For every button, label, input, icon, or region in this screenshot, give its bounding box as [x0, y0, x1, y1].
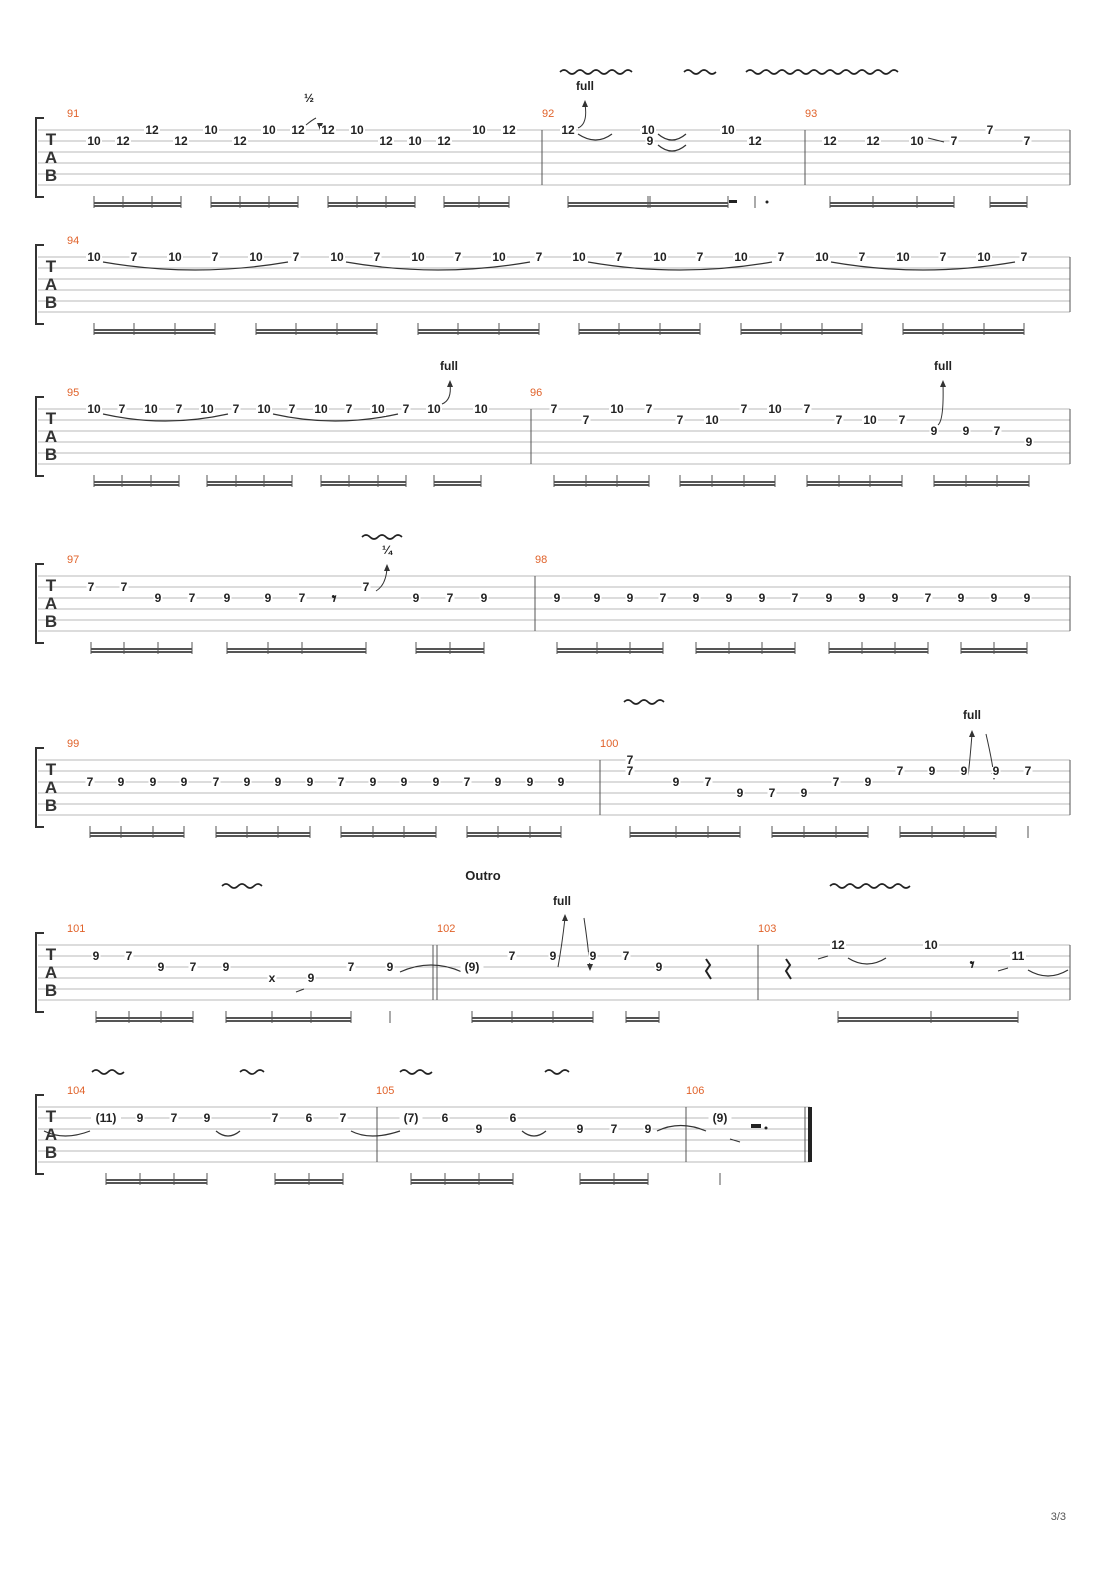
- tab-clef-a: A: [44, 275, 58, 294]
- fret-number: 10: [492, 250, 506, 264]
- tab-clef-a: A: [44, 427, 58, 446]
- fret-number: 7: [463, 775, 471, 789]
- fret-number: 9: [157, 960, 165, 974]
- measure-number: 92: [542, 108, 555, 120]
- fret-number: 9: [222, 960, 230, 974]
- rest-bar-icon: [729, 200, 737, 203]
- measure-number: 103: [758, 923, 777, 935]
- fret-number: 7: [610, 1122, 618, 1136]
- fret-number: 7: [337, 775, 345, 789]
- fret-number: 12: [116, 134, 130, 148]
- fret-number: 9: [203, 1111, 211, 1125]
- tab-clef-t: T: [45, 576, 57, 595]
- fret-number: 10: [924, 938, 938, 952]
- fret-number: 10: [896, 250, 910, 264]
- fret-number: 7: [832, 775, 840, 789]
- measure-number: 96: [530, 387, 543, 399]
- bend-label: full: [576, 79, 594, 93]
- fret-number: 10: [204, 123, 218, 137]
- bend-label: full: [934, 359, 952, 373]
- fret-number: 10: [87, 250, 101, 264]
- measure-number: 106: [686, 1085, 705, 1097]
- tab-clef-b: B: [44, 445, 58, 464]
- tab-clef-t: T: [45, 945, 57, 964]
- fret-number: 10: [168, 250, 182, 264]
- fret-number: 7: [615, 250, 623, 264]
- fret-number: 10: [572, 250, 586, 264]
- fret-number: 10: [815, 250, 829, 264]
- measure-number: 95: [67, 387, 80, 399]
- tab-clef-a: A: [44, 594, 58, 613]
- fret-number: 10: [411, 250, 425, 264]
- fret-number: 9: [930, 424, 938, 438]
- fret-number: 9: [655, 960, 663, 974]
- fret-number: 7: [508, 949, 516, 963]
- bend-label: ¼: [381, 543, 393, 557]
- fret-number: 12: [748, 134, 762, 148]
- fret-number: 9: [136, 1111, 144, 1125]
- fret-number: 9: [306, 775, 314, 789]
- fret-number: 7: [362, 580, 370, 594]
- fret-number: 10: [863, 413, 877, 427]
- fret-number: 6: [305, 1111, 313, 1125]
- fret-number: 7: [211, 250, 219, 264]
- fret-number: 7: [292, 250, 300, 264]
- barlines: [377, 130, 1070, 1162]
- fret-number: 6: [441, 1111, 449, 1125]
- tab-clef-b: B: [44, 293, 58, 312]
- fret-number: 7: [993, 424, 1001, 438]
- fret-number: 7: [347, 960, 355, 974]
- fret-number: 9: [962, 424, 970, 438]
- fret-number: 7: [550, 402, 558, 416]
- fret-number: 7: [189, 960, 197, 974]
- fret-number: 11: [1011, 949, 1025, 963]
- page-number: 3/3: [1050, 1511, 1066, 1523]
- section-outro-label: Outro: [465, 868, 501, 883]
- measure-number: 94: [67, 235, 80, 247]
- fret-number: 9: [928, 764, 936, 778]
- fret-number: 9: [672, 775, 680, 789]
- quarter-rest-icon: [786, 959, 791, 979]
- fret-number: 10: [734, 250, 748, 264]
- bend-label: ½: [303, 91, 315, 105]
- fret-number: 12: [379, 134, 393, 148]
- tab-clef-a: A: [44, 963, 58, 982]
- fret-number: 9: [864, 775, 872, 789]
- fret-number: 9: [549, 949, 557, 963]
- fret-number: 7: [118, 402, 126, 416]
- fret-number: 9: [1025, 435, 1033, 449]
- tab-clef-b: B: [44, 166, 58, 185]
- fret-number: 7: [835, 413, 843, 427]
- fret-number: 12: [502, 123, 516, 137]
- ties: [44, 134, 1068, 1136]
- fret-number: 10: [910, 134, 924, 148]
- eighth-rest-icon: 𝄾: [970, 957, 975, 974]
- fret-number: 9: [891, 591, 899, 605]
- tab-clef-b: B: [44, 796, 58, 815]
- fret-number: 12: [321, 123, 335, 137]
- fret-number: 9: [369, 775, 377, 789]
- fret-number: 6: [509, 1111, 517, 1125]
- fret-number: 9: [725, 591, 733, 605]
- tab-clef-a: A: [44, 1125, 58, 1144]
- bend-label: full: [440, 359, 458, 373]
- tab-clef-t: T: [45, 760, 57, 779]
- fret-number: 9: [1023, 591, 1031, 605]
- fret-number: x: [268, 971, 276, 985]
- fret-number: 9: [526, 775, 534, 789]
- fret-number: (11): [95, 1111, 117, 1125]
- fret-number: 7: [777, 250, 785, 264]
- fret-number: 7: [1023, 134, 1031, 148]
- measure-number: 91: [67, 108, 80, 120]
- measure-number: 98: [535, 554, 548, 566]
- fret-number: 9: [553, 591, 561, 605]
- fret-number: 9: [626, 591, 634, 605]
- fret-number: 9: [149, 775, 157, 789]
- tab-clef-a: A: [44, 148, 58, 167]
- fret-number: 9: [412, 591, 420, 605]
- measure-number: 105: [376, 1085, 395, 1097]
- fret-number: 7: [950, 134, 958, 148]
- fret-number: 10: [977, 250, 991, 264]
- tab-clef-t: T: [45, 1107, 57, 1126]
- bend-label: full: [963, 708, 981, 722]
- tab-clef-t: T: [45, 257, 57, 276]
- fret-number: 9: [644, 1122, 652, 1136]
- fret-number: 7: [345, 402, 353, 416]
- fret-number: 7: [740, 402, 748, 416]
- tab-notes: [67, 108, 1034, 1136]
- measure-number: 102: [437, 923, 456, 935]
- tab-clef-a: A: [44, 778, 58, 797]
- bend-arrowheads: [317, 100, 997, 971]
- fret-number: 7: [120, 580, 128, 594]
- measure-number: 93: [805, 108, 818, 120]
- fret-number: 7: [1020, 250, 1028, 264]
- fret-number: 10: [249, 250, 263, 264]
- measure-number: 99: [67, 738, 80, 750]
- fret-number: 9: [386, 960, 394, 974]
- fret-number: 7: [535, 250, 543, 264]
- fret-number: 9: [692, 591, 700, 605]
- fret-number: 7: [454, 250, 462, 264]
- fret-number: 12: [823, 134, 837, 148]
- fret-number: 7: [676, 413, 684, 427]
- tab-clef-b: B: [44, 981, 58, 1000]
- fret-number: 9: [957, 591, 965, 605]
- slides: [296, 138, 1008, 1142]
- fret-number: 9: [264, 591, 272, 605]
- fret-number: 10: [427, 402, 441, 416]
- fret-number: 12: [561, 123, 575, 137]
- fret-number: 9: [858, 591, 866, 605]
- fret-number: 9: [180, 775, 188, 789]
- bend-label: full: [553, 894, 571, 908]
- fret-number: 9: [589, 949, 597, 963]
- fret-number: (7): [403, 1111, 419, 1125]
- bends: [306, 104, 994, 967]
- vibrato-marks: [92, 70, 910, 1074]
- fret-number: 10: [610, 402, 624, 416]
- fret-number: 9: [800, 786, 808, 800]
- fret-number: 10: [705, 413, 719, 427]
- fret-number: 7: [232, 402, 240, 416]
- final-barline: [808, 1107, 812, 1162]
- tab-clef-b: B: [44, 1143, 58, 1162]
- fret-number: 7: [626, 764, 634, 778]
- fret-number: 10: [721, 123, 735, 137]
- fret-number: 12: [831, 938, 845, 952]
- fret-number: 7: [271, 1111, 279, 1125]
- fret-number: 10: [768, 402, 782, 416]
- fret-number: (9): [712, 1111, 728, 1125]
- fret-number: 7: [298, 591, 306, 605]
- fret-number: 9: [92, 949, 100, 963]
- fret-number: 10: [474, 402, 488, 416]
- fret-number: 7: [896, 764, 904, 778]
- fret-number: 7: [626, 753, 634, 767]
- dot-icon: [765, 1127, 768, 1130]
- fret-number: 10: [641, 123, 655, 137]
- fret-number: 7: [986, 123, 994, 137]
- fret-number: 9: [593, 591, 601, 605]
- fret-number: 10: [330, 250, 344, 264]
- fret-number: (9): [464, 960, 480, 974]
- fret-number: 7: [188, 591, 196, 605]
- fret-number: 7: [939, 250, 947, 264]
- fret-number: 7: [212, 775, 220, 789]
- fret-number: 7: [1024, 764, 1032, 778]
- fret-number: 10: [408, 134, 422, 148]
- fret-number: 7: [288, 402, 296, 416]
- fret-number: 9: [243, 775, 251, 789]
- fret-number: 9: [736, 786, 744, 800]
- fret-number: 10: [87, 402, 101, 416]
- staff-lines: [38, 130, 1070, 1162]
- quarter-rest-icon: [706, 959, 711, 979]
- fret-number: 7: [446, 591, 454, 605]
- measure-number: 97: [67, 554, 80, 566]
- fret-number: 10: [371, 402, 385, 416]
- fret-number: 9: [117, 775, 125, 789]
- fret-number: 7: [659, 591, 667, 605]
- fret-number: 7: [898, 413, 906, 427]
- tab-clefs: [45, 130, 57, 1162]
- tab-clef-t: T: [45, 130, 57, 149]
- fret-number: 7: [645, 402, 653, 416]
- fret-number: 9: [992, 764, 1000, 778]
- fret-number: 7: [130, 250, 138, 264]
- fret-number: 9: [475, 1122, 483, 1136]
- rests: [332, 200, 974, 1130]
- fret-number: 7: [87, 580, 95, 594]
- fret-number: 10: [653, 250, 667, 264]
- fret-number: 9: [223, 591, 231, 605]
- rhythm-stems: [87, 196, 1029, 1185]
- fret-number: 9: [307, 971, 315, 985]
- fret-number: 7: [768, 786, 776, 800]
- fret-number: 10: [200, 402, 214, 416]
- fret-number: 12: [291, 123, 305, 137]
- fret-number: 10: [262, 123, 276, 137]
- half-rest-icon: [751, 1124, 761, 1128]
- fret-number: 10: [257, 402, 271, 416]
- measure-number: 100: [600, 738, 619, 750]
- dot-icon: [766, 201, 769, 204]
- fret-number: 12: [866, 134, 880, 148]
- fret-number: 9: [758, 591, 766, 605]
- fret-number: 9: [274, 775, 282, 789]
- fret-number: 12: [233, 134, 247, 148]
- fret-number: 7: [402, 402, 410, 416]
- fret-number: 7: [858, 250, 866, 264]
- fret-number: 7: [704, 775, 712, 789]
- system-brackets: [36, 118, 44, 1174]
- fret-number: 9: [960, 764, 968, 778]
- measure-number: 104: [67, 1085, 86, 1097]
- fret-number: 7: [86, 775, 94, 789]
- fret-number: 10: [87, 134, 101, 148]
- fret-number: 7: [339, 1111, 347, 1125]
- fret-number: 7: [622, 949, 630, 963]
- eighth-rest-icon: 𝄾: [332, 591, 337, 608]
- fret-number: 7: [924, 591, 932, 605]
- measure-number: 101: [67, 923, 86, 935]
- fret-number: 9: [494, 775, 502, 789]
- fret-number: 10: [144, 402, 158, 416]
- tab-clef-b: B: [44, 612, 58, 631]
- fret-number: 9: [432, 775, 440, 789]
- fret-number: 12: [174, 134, 188, 148]
- fret-number: 9: [990, 591, 998, 605]
- fret-number: 7: [125, 949, 133, 963]
- fret-number: 7: [803, 402, 811, 416]
- fret-number: 10: [472, 123, 486, 137]
- fret-number: 9: [557, 775, 565, 789]
- fret-number: 9: [154, 591, 162, 605]
- fret-number: 9: [400, 775, 408, 789]
- fret-number: 9: [825, 591, 833, 605]
- fret-number: 7: [791, 591, 799, 605]
- fret-number: 7: [696, 250, 704, 264]
- fret-number: 12: [145, 123, 159, 137]
- fret-number: 9: [480, 591, 488, 605]
- fret-number: 10: [314, 402, 328, 416]
- fret-number: 7: [582, 413, 590, 427]
- fret-number: 7: [175, 402, 183, 416]
- fret-number: 9: [576, 1122, 584, 1136]
- fret-number: 9: [646, 134, 654, 148]
- fret-number: 10: [350, 123, 364, 137]
- tab-clef-t: T: [45, 409, 57, 428]
- fret-number: 7: [373, 250, 381, 264]
- fret-number: 12: [437, 134, 451, 148]
- fret-number: 7: [170, 1111, 178, 1125]
